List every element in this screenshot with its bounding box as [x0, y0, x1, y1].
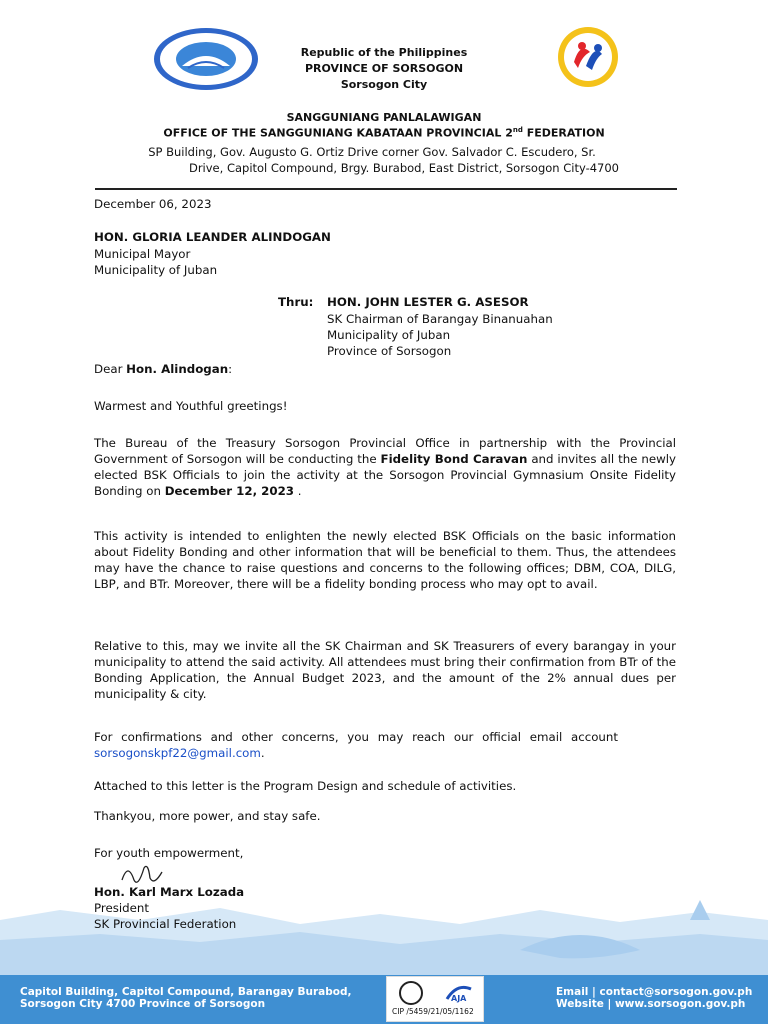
header-province: PROVINCE OF SORSOGON	[304, 62, 464, 75]
signer-org: SK Provincial Federation	[94, 917, 237, 931]
header-city: Sorsogon City	[340, 78, 428, 91]
closing: For youth empowerment,	[94, 846, 244, 860]
footer-address	[20, 986, 352, 1010]
footer-email[interactable]: Email | contact@sorsogon.gov.ph	[556, 986, 753, 998]
footer-website[interactable]: Website | www.sorsogon.gov.ph	[556, 998, 746, 1010]
header-office-sk	[0, 126, 768, 140]
recipient-place: Municipality of Juban	[94, 263, 218, 277]
greeting: Warmest and Youthful greetings!	[94, 399, 288, 413]
salutation-post: :	[228, 362, 233, 376]
office-sk-main: OFFICE OF THE SANGGUNIANG KABATAAN PROVINCIAL 2	[163, 126, 513, 140]
p1-text-a: The Bureau of the Treasury Sorsogon Provincial Office in partnership with the Provincial Government of Sorsogon will be conducting the	[94, 436, 676, 466]
thru-name: HON. JOHN LESTER G. ASESOR	[327, 295, 529, 309]
header-republic: Republic of the Philippines	[300, 46, 468, 59]
paragraph-1	[94, 435, 676, 499]
p4-text-b: .	[260, 746, 265, 760]
p1-text-c: and invites all the newly elected BSK Officials to join the activity at the Sorsogon Provincial Gymnasium Onsite Fidelity Bonding on	[94, 452, 676, 498]
p4-text-a: For confirmations and other concerns, you may reach our official email account	[94, 730, 618, 744]
paragraph-4	[94, 729, 618, 761]
p1-event-name: Fidelity Bond Caravan	[380, 452, 528, 466]
salutation	[94, 361, 232, 377]
paragraph-2: This activity is intended to enlighten the newly elected BSK Officials on the basic information about Fidelity Bonding and other information that will be beneficial to them. Thus, the attendees may have the chance to raise questions and concerns to the following offices; DBM, COA, DILG, LBP, and BTr. Moreover, there will be a fidelity bonding process who may opt to avail.	[94, 529, 676, 591]
office-sk-end: FEDERATION	[522, 126, 605, 140]
certification-logo-text: AJA	[451, 994, 467, 1003]
thru-line-1: SK Chairman of Barangay Binanuahan	[327, 312, 553, 326]
salutation-name: Hon. Alindogan	[126, 362, 229, 376]
footer-address-line-2: Sorsogon City 4700 Province of Sorsogon	[20, 998, 266, 1010]
footer-contact	[556, 986, 768, 1010]
signer-name: Hon. Karl Marx Lozada	[94, 885, 245, 899]
header-address-1: SP Building, Gov. Augusto G. Ortiz Drive corner Gov. Salvador C. Escudero, Sr.	[148, 145, 596, 159]
letter-date: December 06, 2023	[94, 197, 212, 211]
recipient-name: HON. GLORIA LEANDER ALINDOGAN	[94, 230, 331, 244]
paragraph-5: Attached to this letter is the Program Design and schedule of activities.	[94, 779, 517, 793]
paragraph-3: Relative to this, may we invite all the SK Chairman and SK Treasurers of every barangay in your municipality to attend the said activity. All attendees must bring their confirmation from BTr of the Bonding Application, the Annual Budget 2023, and the amount of the 2% annual dues per municipality & city.	[94, 639, 676, 701]
footer-address-line-1: Capitol Building, Capitol Compound, Barangay Burabod,	[20, 986, 352, 998]
p1-text-e: .	[294, 484, 302, 498]
office-sk-sup: nd	[512, 126, 523, 134]
email-link[interactable]: sorsogonskpf22@gmail.com	[94, 746, 261, 760]
certification-seal-icon	[387, 977, 483, 1007]
paragraph-6: Thankyou, more power, and stay safe.	[94, 809, 321, 823]
thru-line-3: Province of Sorsogon	[327, 344, 452, 358]
salutation-pre: Dear	[94, 362, 127, 376]
thru-label: Thru:	[278, 295, 314, 309]
header-address-2: Drive, Capitol Compound, Brgy. Burabod, East District, Sorsogon City-4700	[188, 161, 620, 175]
signer-title: President	[94, 901, 150, 915]
certification-number: CIP /5459/21/05/1162	[392, 1007, 474, 1016]
p1-event-date: December 12, 2023	[164, 484, 295, 498]
recipient-title: Municipal Mayor	[94, 247, 191, 261]
header-divider	[95, 188, 677, 190]
thru-line-2: Municipality of Juban	[327, 328, 451, 342]
header-office-sp: SANGGUNIANG PANLALAWIGAN	[286, 111, 482, 124]
